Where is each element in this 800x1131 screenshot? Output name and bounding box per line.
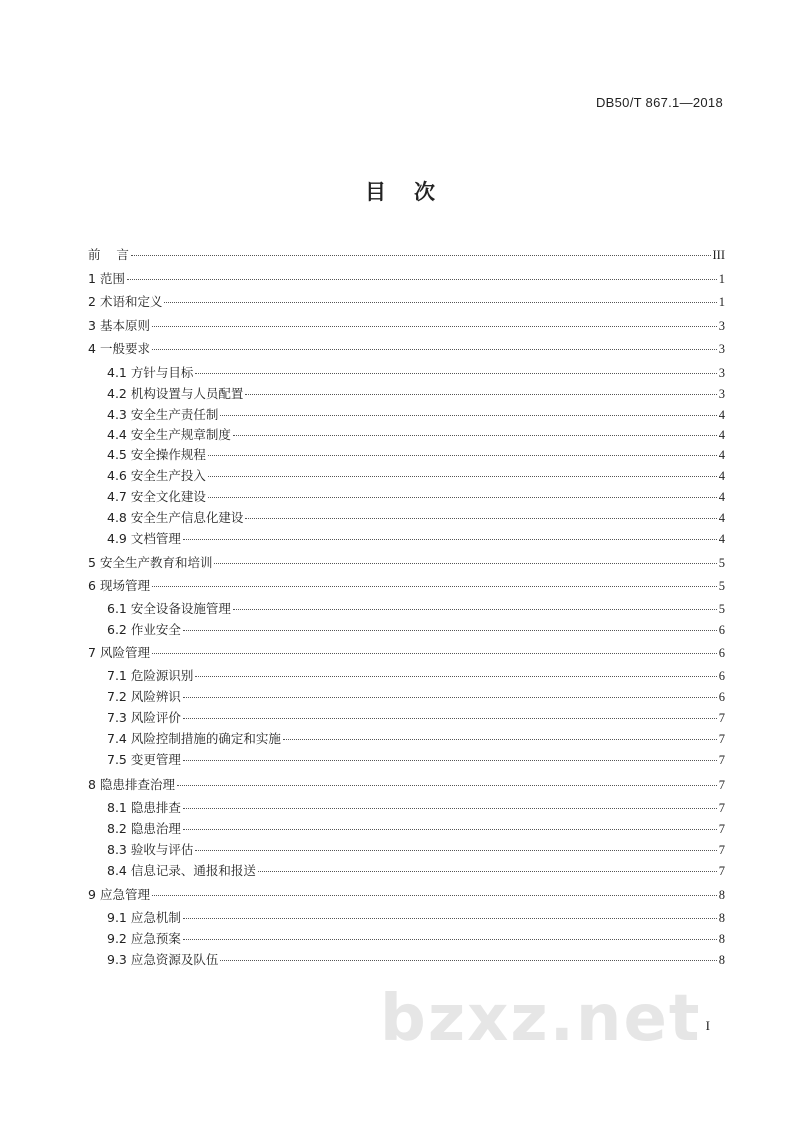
toc-entry-page: 1 — [718, 272, 725, 286]
toc-entry-page: 6 — [718, 646, 725, 660]
toc-entry-number: 前 — [88, 247, 117, 262]
toc-entry-title: 应急管理 — [99, 887, 150, 902]
toc-entry-page: 6 — [718, 623, 725, 637]
toc-entry[interactable] — [88, 292, 725, 310]
toc-entry-title: 风险辨识 — [130, 689, 181, 704]
toc-leader-dots — [177, 785, 717, 786]
toc-entry-number: 9.2 — [107, 931, 131, 946]
toc-entry-title: 安全生产教育和培训 — [99, 555, 213, 570]
toc-leader-dots — [258, 871, 717, 872]
toc-leader-dots — [164, 302, 716, 303]
toc-entry-page: 3 — [718, 387, 725, 401]
title-char-1: 目 — [365, 180, 386, 204]
toc-entry[interactable] — [88, 885, 725, 903]
toc-entry[interactable] — [107, 819, 725, 837]
toc-entry-page: 7 — [718, 801, 725, 815]
toc-entry-title: 安全设备设施管理 — [130, 601, 231, 616]
toc-entry-number: 7.5 — [107, 752, 131, 767]
toc-entry-title: 方针与目标 — [130, 365, 194, 380]
toc-entry-page: 7 — [718, 822, 725, 836]
toc-entry-number: 9.3 — [107, 952, 131, 967]
toc-entry-number: 4 — [88, 341, 100, 356]
toc-entry-title: 危险源识别 — [130, 668, 194, 683]
toc-entry[interactable] — [107, 508, 725, 526]
toc-entry-page: 8 — [718, 932, 725, 946]
toc-leader-dots — [195, 373, 716, 374]
toc-entry-number: 6.2 — [107, 622, 131, 637]
document-code: DB50/T 867.1—2018 — [595, 95, 723, 110]
toc-entry-title: 隐患治理 — [130, 821, 181, 836]
toc-entry-title: 文档管理 — [130, 531, 181, 546]
toc-leader-dots — [183, 808, 717, 809]
toc-entry-number: 4.3 — [107, 407, 131, 422]
toc-entry[interactable] — [88, 576, 725, 594]
toc-leader-dots — [233, 435, 717, 436]
toc-entry-number: 4.6 — [107, 468, 131, 483]
toc-entry[interactable] — [107, 529, 725, 547]
toc-entry[interactable] — [107, 840, 725, 858]
toc-entry[interactable] — [107, 384, 725, 402]
page-title — [0, 176, 800, 206]
toc-leader-dots — [245, 394, 716, 395]
toc-entry[interactable] — [107, 405, 725, 423]
toc-entry-title: 安全生产投入 — [130, 468, 206, 483]
toc-leader-dots — [152, 653, 717, 654]
toc-entry[interactable] — [107, 929, 725, 947]
toc-entry-page: 4 — [718, 428, 725, 442]
toc-leader-dots — [183, 939, 717, 940]
toc-entry-page: 3 — [718, 342, 725, 356]
toc-entry-title: 安全生产责任制 — [130, 407, 219, 422]
toc-entry[interactable] — [107, 861, 725, 879]
toc-entry[interactable] — [88, 643, 725, 661]
toc-entry-title: 应急预案 — [130, 931, 181, 946]
toc-entry[interactable] — [88, 775, 725, 793]
toc-entry[interactable] — [88, 316, 725, 334]
toc-entry-number: 7.3 — [107, 710, 131, 725]
toc-entry-number: 4.4 — [107, 427, 131, 442]
toc-entry-title: 范围 — [99, 271, 125, 286]
toc-entry[interactable] — [107, 908, 725, 926]
toc-leader-dots — [220, 415, 716, 416]
toc-entry-page: 5 — [718, 602, 725, 616]
toc-entry[interactable] — [107, 445, 725, 463]
toc-entry[interactable] — [88, 339, 725, 357]
toc-entry-title: 安全生产规章制度 — [130, 427, 231, 442]
toc-entry[interactable] — [88, 553, 725, 571]
page-number: I — [705, 1018, 710, 1033]
toc-leader-dots — [183, 918, 717, 919]
toc-entry-number: 8.3 — [107, 842, 131, 857]
toc-entry-number: 4.1 — [107, 365, 131, 380]
toc-entry[interactable] — [107, 750, 725, 768]
toc-entry-page: 3 — [718, 366, 725, 380]
toc-leader-dots — [152, 349, 717, 350]
watermark: bzxz.net — [380, 982, 702, 1056]
toc-entry-number: 7.1 — [107, 668, 131, 683]
toc-entry[interactable] — [107, 363, 725, 381]
toc-entry-page: 4 — [718, 490, 725, 504]
toc-entry-page: 8 — [718, 953, 725, 967]
toc-entry-title: 隐患排查治理 — [99, 777, 175, 792]
toc-entry[interactable] — [88, 269, 725, 287]
toc-entry-title: 现场管理 — [99, 578, 150, 593]
toc-entry-title: 安全生产信息化建设 — [130, 510, 244, 525]
toc-entry-number: 8.1 — [107, 800, 131, 815]
toc-entry-page: 1 — [718, 295, 725, 309]
toc-entry[interactable] — [107, 599, 725, 617]
toc-entry-number: 3 — [88, 318, 100, 333]
toc-entry-page: 7 — [718, 753, 725, 767]
toc-entry-number: 8 — [88, 777, 100, 792]
toc-entry-title: 验收与评估 — [130, 842, 194, 857]
toc-entry-title: 安全文化建设 — [130, 489, 206, 504]
toc-entry-number: 1 — [88, 271, 100, 286]
toc-entry-number: 4.8 — [107, 510, 131, 525]
toc-entry-number: 6.1 — [107, 601, 131, 616]
toc-entry[interactable] — [107, 729, 725, 747]
toc-leader-dots — [152, 586, 717, 587]
toc-entry-number: 4.2 — [107, 386, 131, 401]
toc-entry[interactable] — [107, 466, 725, 484]
toc-leader-dots — [208, 455, 717, 456]
toc-entry-number: 8.2 — [107, 821, 131, 836]
toc-entry[interactable] — [107, 950, 725, 968]
toc-leader-dots — [214, 563, 716, 564]
toc-entry-page: 4 — [718, 408, 725, 422]
toc-entry-number: 4.7 — [107, 489, 131, 504]
toc-entry-number: 7 — [88, 645, 100, 660]
toc-entry[interactable] — [107, 425, 725, 443]
toc-entry-title: 言 — [116, 247, 129, 262]
toc-entry[interactable] — [107, 708, 725, 726]
toc-entry-page: 6 — [718, 669, 725, 683]
toc-entry-page: 3 — [718, 319, 725, 333]
toc-entry-number: 4.5 — [107, 447, 131, 462]
toc-entry[interactable] — [107, 687, 725, 705]
toc-entry-number: 8.4 — [107, 863, 131, 878]
toc-entry-title: 变更管理 — [130, 752, 181, 767]
toc-entry[interactable] — [107, 487, 725, 505]
toc-entry-title: 应急机制 — [130, 910, 181, 925]
toc-entry-page: 7 — [718, 864, 725, 878]
toc-entry-page: 6 — [718, 690, 725, 704]
toc-leader-dots — [183, 829, 717, 830]
toc-entry[interactable] — [107, 620, 725, 638]
toc-leader-dots — [233, 609, 717, 610]
toc-entry-number: 9.1 — [107, 910, 131, 925]
toc-leader-dots — [127, 279, 717, 280]
toc-entry-page: 4 — [718, 469, 725, 483]
toc-entry-page: 4 — [718, 511, 725, 525]
toc-entry[interactable] — [107, 666, 725, 684]
toc-entry-page: 4 — [718, 532, 725, 546]
toc-entry-title: 信息记录、通报和报送 — [130, 863, 256, 878]
toc-entry[interactable] — [107, 798, 725, 816]
toc-entry[interactable] — [88, 245, 725, 263]
toc-entry-title: 术语和定义 — [99, 294, 163, 309]
toc-leader-dots — [245, 518, 716, 519]
toc-entry-number: 7.2 — [107, 689, 131, 704]
toc-leader-dots — [183, 539, 717, 540]
toc-entry-page: 8 — [718, 888, 725, 902]
toc-entry-title: 风险控制措施的确定和实施 — [130, 731, 281, 746]
toc-entry-title: 应急资源及队伍 — [130, 952, 219, 967]
toc-entry-title: 作业安全 — [130, 622, 181, 637]
toc-entry-title: 风险评价 — [130, 710, 181, 725]
toc-entry-page: 5 — [718, 556, 725, 570]
toc-entry-title: 机构设置与人员配置 — [130, 386, 244, 401]
toc-entry-title: 安全操作规程 — [130, 447, 206, 462]
title-char-2: 次 — [414, 180, 435, 204]
toc-entry-page: 7 — [718, 732, 725, 746]
toc-entry-page: 7 — [718, 778, 725, 792]
toc-entry-page: 7 — [718, 843, 725, 857]
toc-entry-page: 8 — [718, 911, 725, 925]
toc-leader-dots — [283, 739, 717, 740]
toc-entry-number: 4.9 — [107, 531, 131, 546]
toc-entry-number: 6 — [88, 578, 100, 593]
toc-entry-title: 风险管理 — [99, 645, 150, 660]
toc-entry-number: 9 — [88, 887, 100, 902]
toc-leader-dots — [183, 760, 717, 761]
toc-entry-number: 2 — [88, 294, 100, 309]
toc-entry-page: 4 — [718, 448, 725, 462]
toc-entry-number: 5 — [88, 555, 100, 570]
toc-entry-page: 5 — [718, 579, 725, 593]
toc-leader-dots — [152, 326, 717, 327]
toc-leader-dots — [183, 697, 717, 698]
toc-entry-page: 7 — [718, 711, 725, 725]
toc-entry-title: 基本原则 — [99, 318, 150, 333]
toc-entry-title: 一般要求 — [99, 341, 150, 356]
toc-leader-dots — [195, 676, 716, 677]
toc-leader-dots — [183, 718, 717, 719]
toc-leader-dots — [195, 850, 716, 851]
toc-entry-title: 隐患排查 — [130, 800, 181, 815]
toc-leader-dots — [152, 895, 717, 896]
toc-leader-dots — [131, 255, 711, 256]
toc-leader-dots — [208, 497, 717, 498]
toc-leader-dots — [220, 960, 716, 961]
toc-entry-number: 7.4 — [107, 731, 131, 746]
toc-entry-page: III — [712, 248, 725, 262]
toc-leader-dots — [183, 630, 717, 631]
toc-leader-dots — [208, 476, 717, 477]
